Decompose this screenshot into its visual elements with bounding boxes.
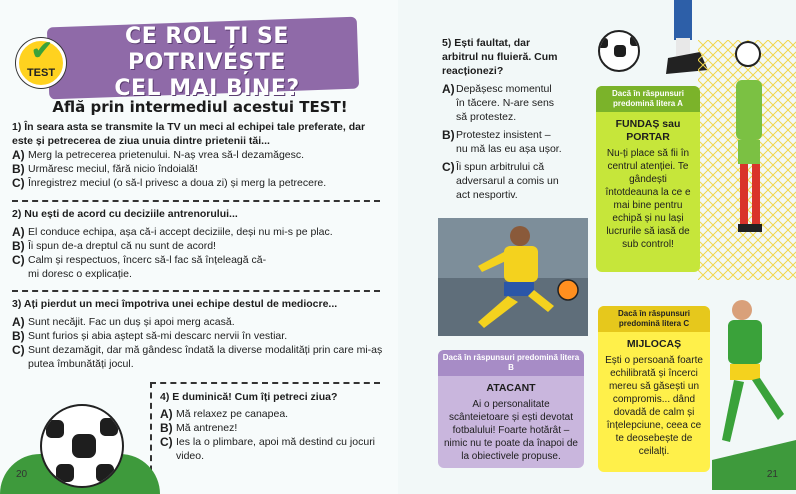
question-2 <box>12 207 384 281</box>
option-letter: C) <box>442 160 455 174</box>
question-text: 4) E duminică! Cum îți petreci ziua? <box>160 391 338 403</box>
option-c <box>160 435 380 463</box>
option-text: Calm și respectuos, încerc să-l fac să înțeleagă că-mi doresc o explicație. <box>28 254 267 280</box>
option-text: Sunt necăjit. Fac un duș și apoi merg acasă. <box>28 316 235 328</box>
option-text: Mă relaxez pe canapea. <box>176 408 289 420</box>
option-a <box>442 82 562 124</box>
option-letter: B) <box>160 421 173 435</box>
option-letter: B) <box>12 162 25 176</box>
test-badge <box>16 35 66 88</box>
result-card-c <box>598 306 710 472</box>
question-1 <box>12 120 384 190</box>
option-a <box>160 407 380 421</box>
option-b <box>12 329 384 343</box>
option-letter: A) <box>12 148 25 162</box>
goalkeeper-illustration <box>698 40 796 280</box>
option-letter: A) <box>442 82 455 96</box>
option-text: El conduce echipa, așa că-i accept deciziile, deși nu mi-s pe plac. <box>28 226 333 238</box>
option-b <box>12 162 384 176</box>
option-letter: A) <box>12 225 25 239</box>
option-letter: A) <box>160 407 173 421</box>
option-a <box>12 148 384 162</box>
result-card-title: MIJLOCAȘ <box>626 338 682 350</box>
page-number-right: 21 <box>766 469 778 480</box>
option-c <box>12 253 384 281</box>
option-b <box>160 421 380 435</box>
result-card-title: FUNDAȘ sau PORTAR <box>615 118 681 143</box>
option-text: Ies la o plimbare, apoi mă destind cu jocuri video. <box>176 436 376 462</box>
option-letter: C) <box>12 343 25 357</box>
option-text: Depășesc momentul în tăcere. N-are sens să protestez. <box>456 83 555 123</box>
result-card-b <box>438 350 584 468</box>
option-text: Îi spun arbitrului că adversarul a comis un act nesportiv. <box>456 161 559 201</box>
right-page <box>398 0 796 494</box>
option-letter: C) <box>12 253 25 267</box>
option-text: Sunt dezamăgit, dar mă gândesc îndată la diverse modalități prin care mi-aș putea îmbunătăți jocul. <box>28 344 383 370</box>
option-text: Înregistrez meciul (o să-l privesc a doua zi) și merg la petrecere. <box>28 177 327 189</box>
question-5 <box>442 36 562 202</box>
option-c <box>442 160 562 202</box>
option-a <box>12 315 384 329</box>
badge-label: TEST <box>26 67 56 79</box>
soccer-ball-illustration <box>40 404 124 488</box>
option-text: Urmăresc meciul, fără nicio îndoială! <box>28 163 198 175</box>
midfielder-illustration <box>712 290 796 490</box>
question-4 <box>160 390 380 463</box>
option-letter: C) <box>160 435 173 449</box>
option-b <box>442 128 562 156</box>
result-card-text: Ai o personalitate scânteietoare și ești devotat fotbalului! Foarte hotărât – nimic nu te poate da înapoi de la obiectivele propuse. <box>444 399 578 462</box>
page-number-left: 20 <box>16 469 28 480</box>
question-text: 3) Ați pierdut un meci împotriva unei echipe destul de mediocre... <box>12 298 338 310</box>
striker-illustration <box>438 218 588 336</box>
result-card-header: Dacă în răspunsuri predomină litera A <box>596 86 700 112</box>
result-card-text: Nu-ți place să fii în centrul atenției. Te gândești întotdeauna la ce e mai bine pentru echipă și nu lași lucrurile să iasă de sub control! <box>605 148 691 250</box>
option-letter: A) <box>12 315 25 329</box>
result-card-a <box>596 86 700 272</box>
option-text: Îi spun de-a dreptul că nu sunt de acord! <box>28 240 216 252</box>
result-card-title: ATACANT <box>486 382 536 394</box>
page-title <box>62 24 352 102</box>
soccer-ball-top <box>598 30 640 72</box>
checkmark-icon: ✔ <box>31 35 53 65</box>
option-text: Sunt furios și abia aștept să-mi descarc nervii în vestiar. <box>28 330 288 342</box>
option-text: Protestez insistent – nu mă las eu așa ușor. <box>456 129 562 155</box>
option-letter: C) <box>12 176 25 190</box>
divider <box>12 200 380 202</box>
divider <box>150 382 380 384</box>
option-a <box>12 225 384 239</box>
result-card-header: Dacă în răspunsuri predomină litera C <box>598 306 710 332</box>
option-letter: B) <box>12 329 25 343</box>
question-3 <box>12 297 384 371</box>
result-card-header: Dacă în răspunsuri predomină litera B <box>438 350 584 376</box>
question-text: 2) Nu ești de acord cu deciziile antrenorului... <box>12 208 238 220</box>
result-card-text: Ești o persoană foarte echilibrată și încerci mereu să găsești un compromis... dând dovadă de calm și înțelepciune, ceea ce te deosebește de ceilalți. <box>605 355 703 457</box>
title-line-1: CE ROL ȚI SE POTRIVEȘTE <box>125 24 289 75</box>
option-text: Merg la petrecerea prietenului. N-aș vrea să-l dezamăgesc. <box>28 149 305 161</box>
divider <box>12 290 380 292</box>
option-letter: B) <box>442 128 455 142</box>
option-letter: B) <box>12 239 25 253</box>
question-text: 5) Ești faultat, dar arbitrul nu fluieră. Cum reacționezi? <box>442 37 558 77</box>
option-b <box>12 239 384 253</box>
option-c <box>12 176 384 190</box>
title-line-2: CEL MAI BINE? <box>114 76 300 101</box>
option-c <box>12 343 384 371</box>
question-text: 1) În seara asta se transmite la TV un meci al echipei tale preferate, dar este și petrecerea de ziua unuia dintre prietenii tăi... <box>12 121 366 147</box>
option-text: Mă antrenez! <box>176 422 238 434</box>
subtitle: Află prin intermediul acestui TEST! <box>52 98 348 116</box>
